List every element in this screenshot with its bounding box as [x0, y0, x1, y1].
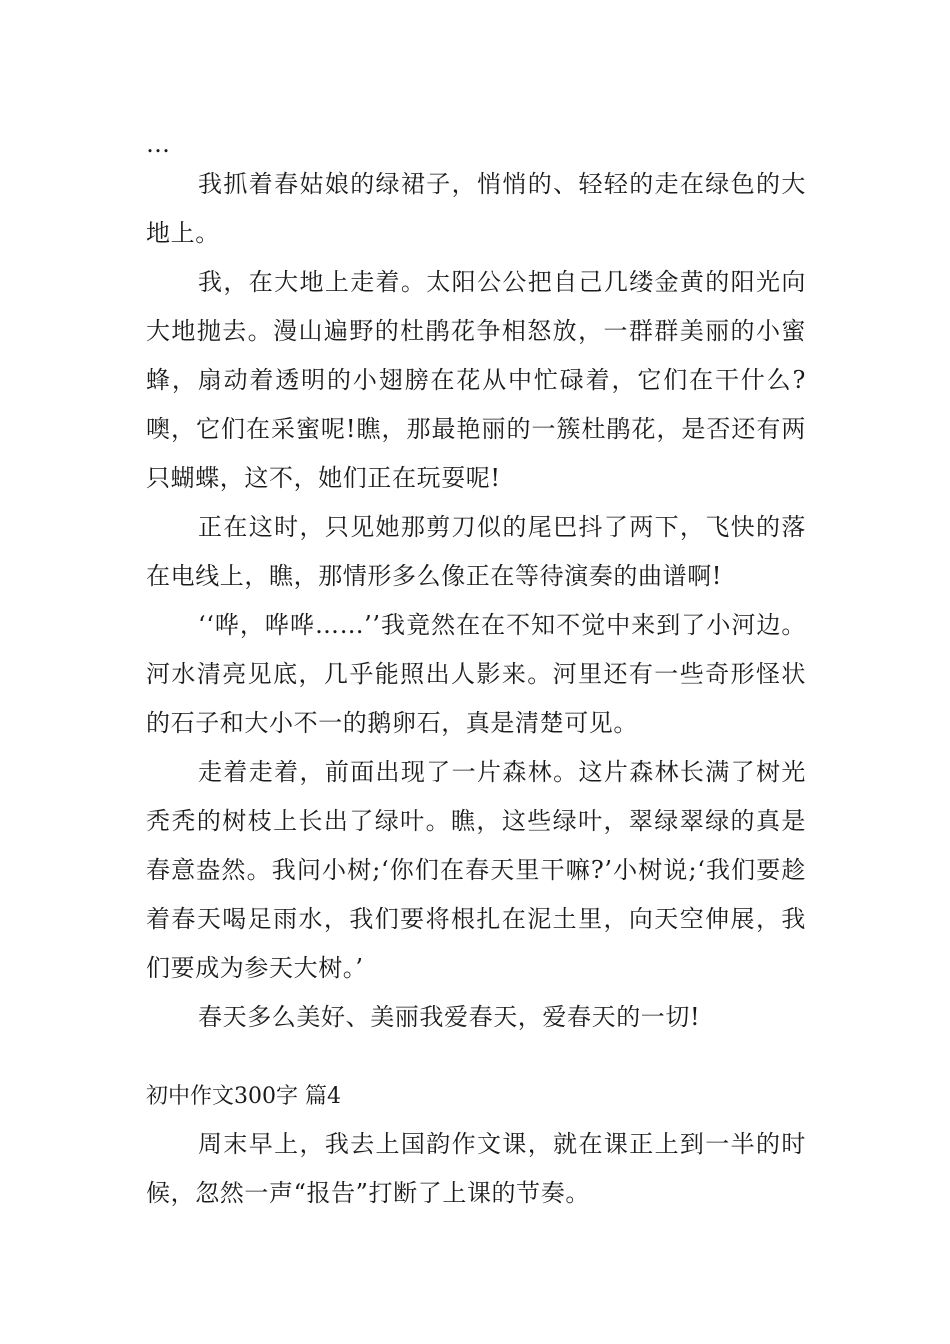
paragraph-2: 我，在大地上走着。太阳公公把自己几缕金黄的阳光向大地抛去。漫山遍野的杜鹃花争相怒放，一群群美丽的小蜜蜂，扇动着透明的小翅膀在花从中忙碌着，它们在干什么?噢，它们在采蜜呢!瞧，那最艳丽的一簇杜鹃花，是否还有两只蝴蝶，这不，她们正在玩耍呢! [146, 268, 806, 492]
paragraph-3: 正在这时，只见她那剪刀似的尾巴抖了两下，飞快的落在电线上，瞧，那情形多么像正在等待演奏的曲谱啊! [146, 513, 806, 590]
paragraph-7: 周末早上，我去上国韵作文课，就在课正上到一半的时候，忽然一声“报告”打断了上课的节奏。 [146, 1130, 806, 1207]
continuation-ellipsis: … [146, 130, 170, 158]
paragraph-6: 春天多么美好、美丽我爱春天，爱春天的一切! [198, 1003, 701, 1031]
paragraph-5: 走着走着，前面出现了一片森林。这片森林长满了树光秃秃的树枝上长出了绿叶。瞧，这些绿叶，翠绿翠绿的真是春意盎然。我问小树;‘你们在春天里干嘛?’小树说;‘我们要趁着春天喝足雨水，我们要将根扎在泥土里，向天空伸展，我们要成为参天大树。’ [146, 758, 806, 982]
paragraph-1: 我抓着春姑娘的绿裙子，悄悄的、轻轻的走在绿色的大地上。 [146, 170, 806, 247]
essay-body-part-1 [146, 160, 806, 1042]
paragraph-4: ‘‘哗，哗哗……’’我竟然在在不知不觉中来到了小河边。河水清亮见底，几乎能照出人影来。河里还有一些奇形怪状的石子和大小不一的鹅卵石，真是清楚可见。 [146, 611, 806, 737]
essay-body-part-2 [146, 1120, 806, 1218]
section-heading: 初中作文300字 篇4 [146, 1084, 341, 1109]
